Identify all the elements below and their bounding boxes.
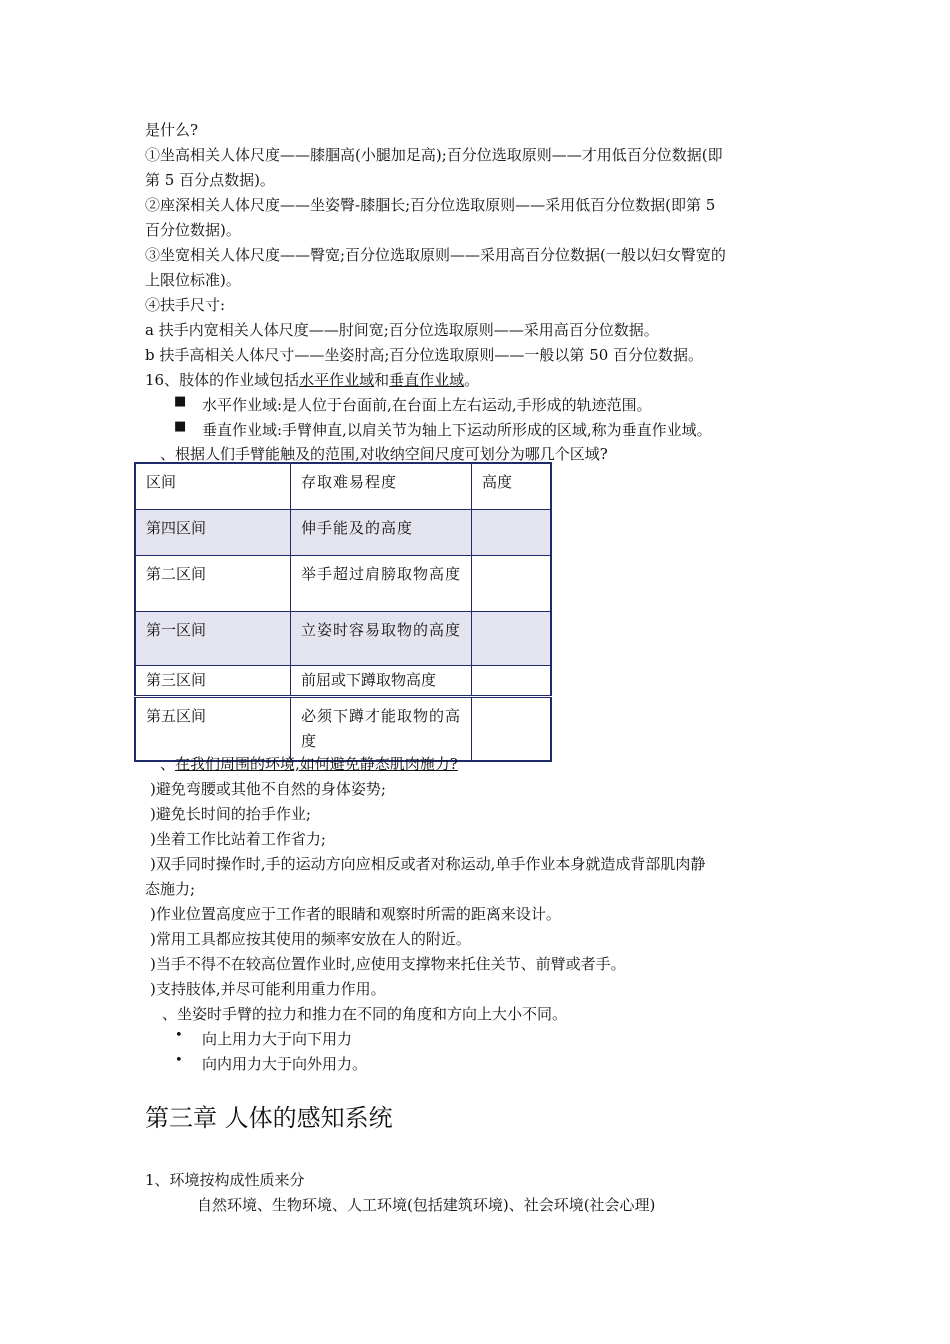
underlined-term: 垂直作业域 [389,371,465,389]
text-fragment: 和 [374,371,390,389]
table-row [135,611,551,665]
text-line: ④扶手尺寸: [145,296,226,314]
text-fragment: 、 [160,755,176,773]
cell-height [472,611,552,665]
text-line: 、坐姿时手臂的拉力和推力在不同的角度和方向上大小不同。 [162,1005,568,1023]
square-bullet-icon: ■ [174,419,187,434]
table-row [135,555,551,611]
text-line: 第 5 百分点数据)。 [145,171,275,189]
text-line: )常用工具都应按其使用的频率安放在人的附近。 [150,930,471,948]
text-line: ②座深相关人体尺度——坐姿臀-膝腘长;百分位选取原则——采用低百分位数据(即第 5 [145,196,716,214]
text-line: 、根据人们手臂能触及的范围,对收纳空间尺度可划分为哪几个区域? [160,445,608,463]
table-row [135,696,551,761]
cell-height [472,555,552,611]
text-line: )避免弯腰或其他不自然的身体姿势; [150,780,386,798]
text-line: 自然环境、生物环境、人工环境(包括建筑环境)、社会环境(社会心理) [197,1196,656,1214]
text-line: 百分位数据)。 [145,221,241,239]
cell-zone: 第二区间 [135,555,291,611]
text-line: ①坐高相关人体尺度——膝腘高(小腿加足高);百分位选取原则——才用低百分位数据(即 [145,146,723,164]
cell-zone: 第五区间 [135,696,291,761]
cell-height [472,696,552,761]
table-row [135,509,551,555]
cell-height [472,665,552,696]
text-line: )坐着工作比站着工作省力; [150,830,326,848]
dot-bullet-icon: • [175,1028,183,1043]
header-ease: 存取难易程度 [291,463,472,509]
text-line: )支持肢体,并尽可能利用重力作用。 [150,980,386,998]
underlined-question: 在我们周围的环境,如何避免静态肌肉施力? [175,755,458,773]
table-header-row [135,463,551,509]
text-line: 是什么? [145,121,199,139]
text-line-question [160,752,800,777]
dot-bullet-icon: • [175,1053,183,1068]
text-line: ③坐宽相关人体尺度——臀宽;百分位选取原则——采用高百分位数据(一般以妇女臀宽的 [145,246,726,264]
text-line-work-domain [145,368,810,393]
text-fragment: 16、肢体的作业域包括 [145,371,300,389]
cell-ease: 举手超过肩膀取物高度 [291,555,472,611]
square-bullet-icon: ■ [174,394,187,409]
cell-ease: 伸手能及的高度 [291,509,472,555]
text-line: )避免长时间的抬手作业; [150,805,311,823]
text-line: 向上用力大于向下用力 [202,1030,353,1048]
cell-zone: 第四区间 [135,509,291,555]
header-zone: 区间 [135,463,291,509]
cell-height [472,509,552,555]
cell-ease: 必须下蹲才能取物的高度 [291,696,472,761]
text-line: 态施力; [145,880,196,898]
cell-ease: 立姿时容易取物的高度 [291,611,472,665]
text-line: 水平作业域:是人位于台面前,在台面上左右运动,手形成的轨迹范围。 [202,396,652,414]
text-line: )双手同时操作时,手的运动方向应相反或者对称运动,单手作业本身就造成背部肌肉静 [150,855,706,873]
table-row [135,665,551,696]
cell-zone: 第一区间 [135,611,291,665]
text-line: 1、环境按构成性质来分 [145,1171,305,1189]
text-line: 垂直作业域:手臂伸直,以肩关节为轴上下运动所形成的区域,称为垂直作业域。 [202,421,712,439]
header-height: 高度 [472,463,552,509]
text-line: )作业位置高度应于工作者的眼睛和观察时所需的距离来设计。 [150,905,561,923]
underlined-term: 水平作业域 [299,371,375,389]
text-line: a 扶手内宽相关人体尺度——肘间宽;百分位选取原则——采用高百分位数据。 [145,321,659,339]
cell-ease: 前屈或下蹲取物高度 [291,665,472,696]
text-fragment: 。 [464,371,480,389]
text-line: )当手不得不在较高位置作业时,应使用支撑物来托住关节、前臂或者手。 [150,955,626,973]
text-line: b 扶手高相关人体尺寸——坐姿肘高;百分位选取原则——一般以第 50 百分位数据。 [145,346,704,364]
text-line: 向内用力大于向外用力。 [202,1055,368,1073]
text-line: 上限位标准)。 [145,271,241,289]
storage-zone-table [134,462,552,762]
cell-zone: 第三区间 [135,665,291,696]
chapter-title: 第三章 人体的感知系统 [145,1104,393,1132]
